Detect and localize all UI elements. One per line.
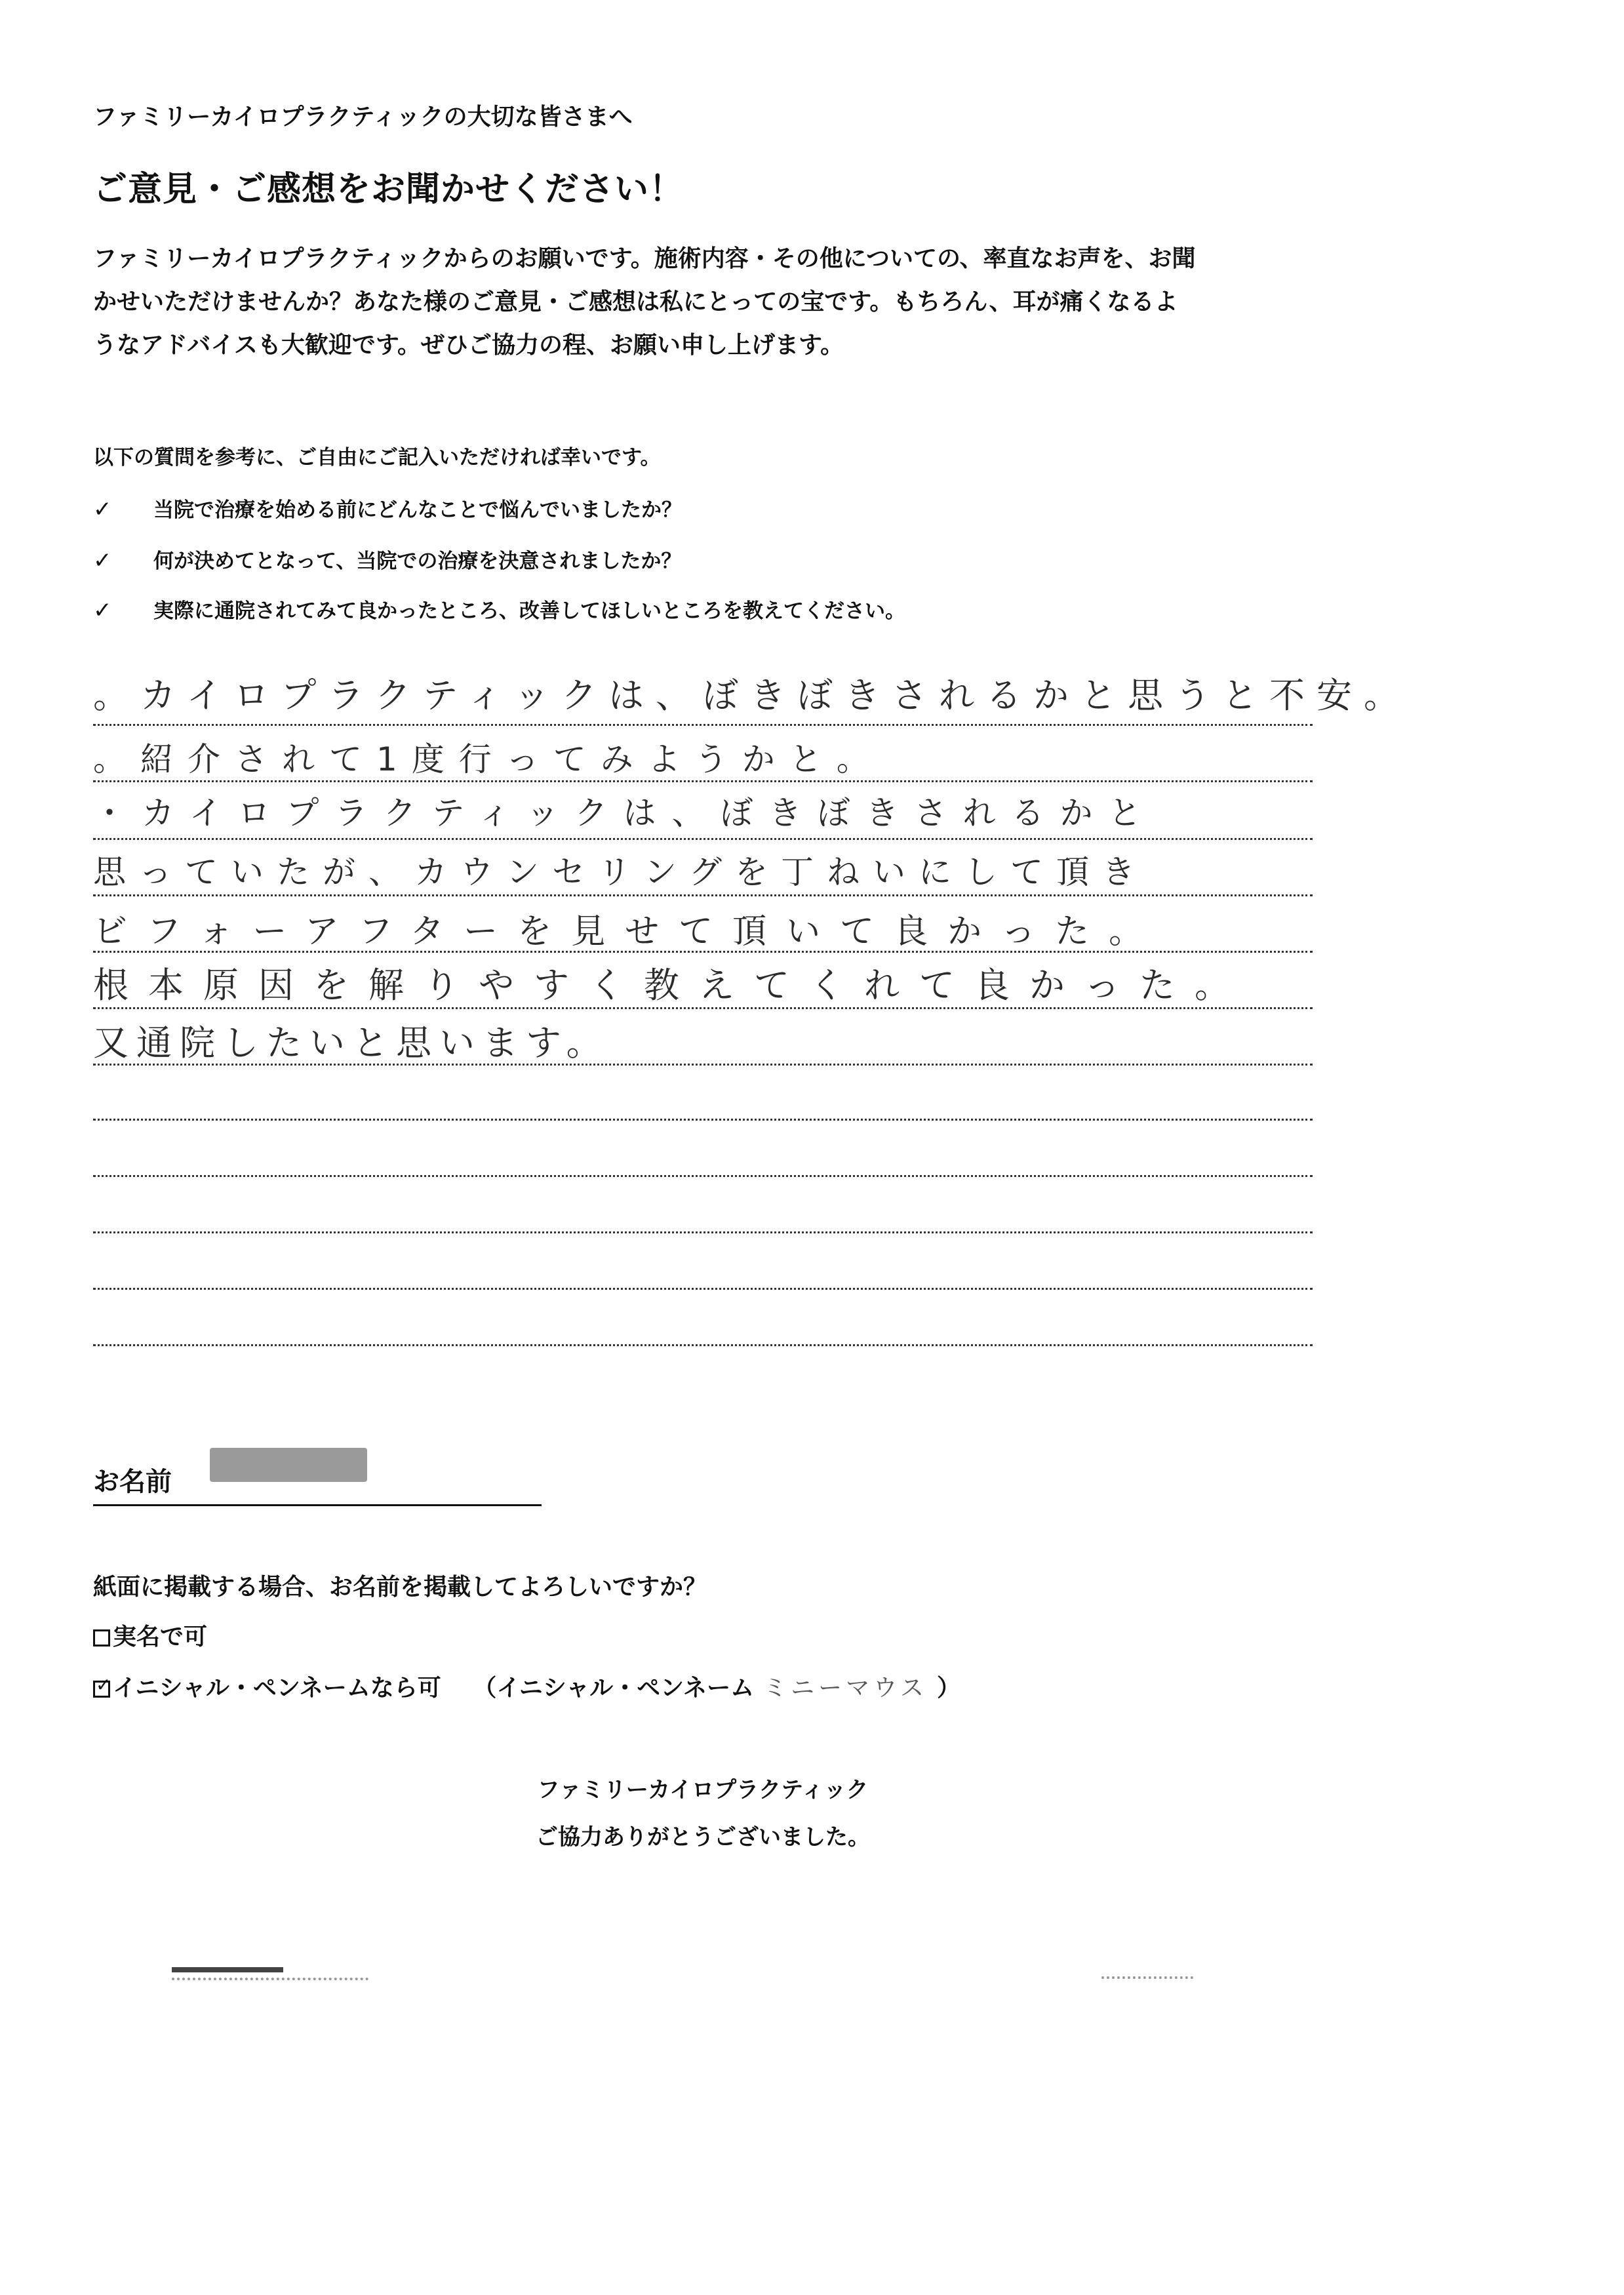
name-label: お名前 (93, 1467, 172, 1497)
footer-thanks: ご協力ありがとうございました。 (536, 1824, 870, 1850)
writing-rule (93, 724, 1313, 726)
check-icon: ✓ (93, 548, 112, 574)
handwritten-line: ビフォーアフターを見せて頂いて良かった。 (93, 912, 1163, 951)
checkbox-penname[interactable] (93, 1674, 111, 1698)
penname-suffix: ） (937, 1675, 961, 1702)
check-icon: ✓ (93, 496, 112, 523)
intro-line: うなアドバイスも大歓迎です。ぜひご協力の程、お願い申し上げます。 (93, 332, 844, 359)
permission-question: 紙面に掲載する場合、お名前を掲載してよろしいですか？ (93, 1574, 707, 1601)
intro-paragraph (93, 237, 1196, 367)
handwritten-line: 思っていたが、カウンセリングを丁ねいにして頂き (93, 853, 1148, 891)
writing-rule (93, 838, 1313, 840)
penname-value: ミニーマウス (763, 1675, 928, 1702)
question-item (93, 493, 682, 523)
writing-rule (93, 1344, 1313, 1346)
page-title: ご意見・ご感想をお聞かせください！ (93, 170, 684, 209)
writing-rule (93, 1288, 1313, 1290)
intro-line: かせいただけませんか？あなた様のご意見・ご感想は私にとっての宝です。もちろん、耳が痛くなるよ (93, 289, 1178, 315)
writing-rule (93, 1064, 1313, 1066)
writing-rule (93, 1175, 1313, 1177)
handwritten-line: 。カイロプラクティックは、ぼきぼきされるかと思うと不安。 (93, 675, 1412, 716)
question-text: 実際に通院されてみて良かったところ、改善してほしいところを教えてください。 (153, 599, 905, 623)
name-underline (93, 1504, 542, 1506)
writing-rule (93, 1231, 1313, 1233)
scan-smudge (1101, 1976, 1193, 1979)
writing-rule (93, 1007, 1313, 1009)
question-prompt: 以下の質問を参考に、ご自由にご記入いただければ幸いです。 (93, 446, 661, 469)
checkbox-real-name[interactable] (93, 1629, 110, 1646)
redacted-name (210, 1448, 367, 1482)
scan-smudge (172, 1967, 283, 1972)
question-item (93, 594, 905, 624)
handwritten-line: 根本原因を解りやすく教えてくれて良かった。 (93, 965, 1250, 1006)
option-label: 実名で可 (113, 1624, 208, 1650)
option-real-name (93, 1618, 207, 1652)
penname-prefix: （イニシャル・ペンネーム (473, 1675, 755, 1702)
scan-smudge (172, 1978, 368, 1980)
intro-line: ファミリーカイロプラクティックからのお願いです。施術内容・その他についての、率直なお声を、お聞 (93, 245, 1196, 272)
check-icon: ✓ (93, 597, 112, 624)
handwritten-line: 。紹介されて1度行ってみようかと。 (93, 740, 884, 778)
handwritten-line: ・カイロプラクティックは、ぼきぼきされるかと (93, 794, 1157, 832)
question-text: 何が決めてとなって、当院での治療を決意されましたか？ (153, 549, 682, 573)
question-item (93, 544, 681, 574)
checkmark-icon: ✓ (96, 1674, 111, 1696)
writing-rule (93, 951, 1313, 953)
question-text: 当院で治療を始める前にどんなことで悩んでいましたか？ (153, 498, 682, 522)
handwritten-line: 又通院したいと思います。 (93, 1022, 610, 1064)
greeting: ファミリーカイロプラクティックの大切な皆さまへ (93, 104, 633, 130)
writing-rule (93, 1119, 1313, 1121)
writing-rule (93, 894, 1313, 896)
writing-rule (93, 780, 1313, 782)
option-label: イニシャル・ペンネームなら可 (113, 1675, 441, 1702)
option-penname (93, 1669, 961, 1703)
footer-clinic-name: ファミリーカイロプラクティック (537, 1777, 869, 1803)
